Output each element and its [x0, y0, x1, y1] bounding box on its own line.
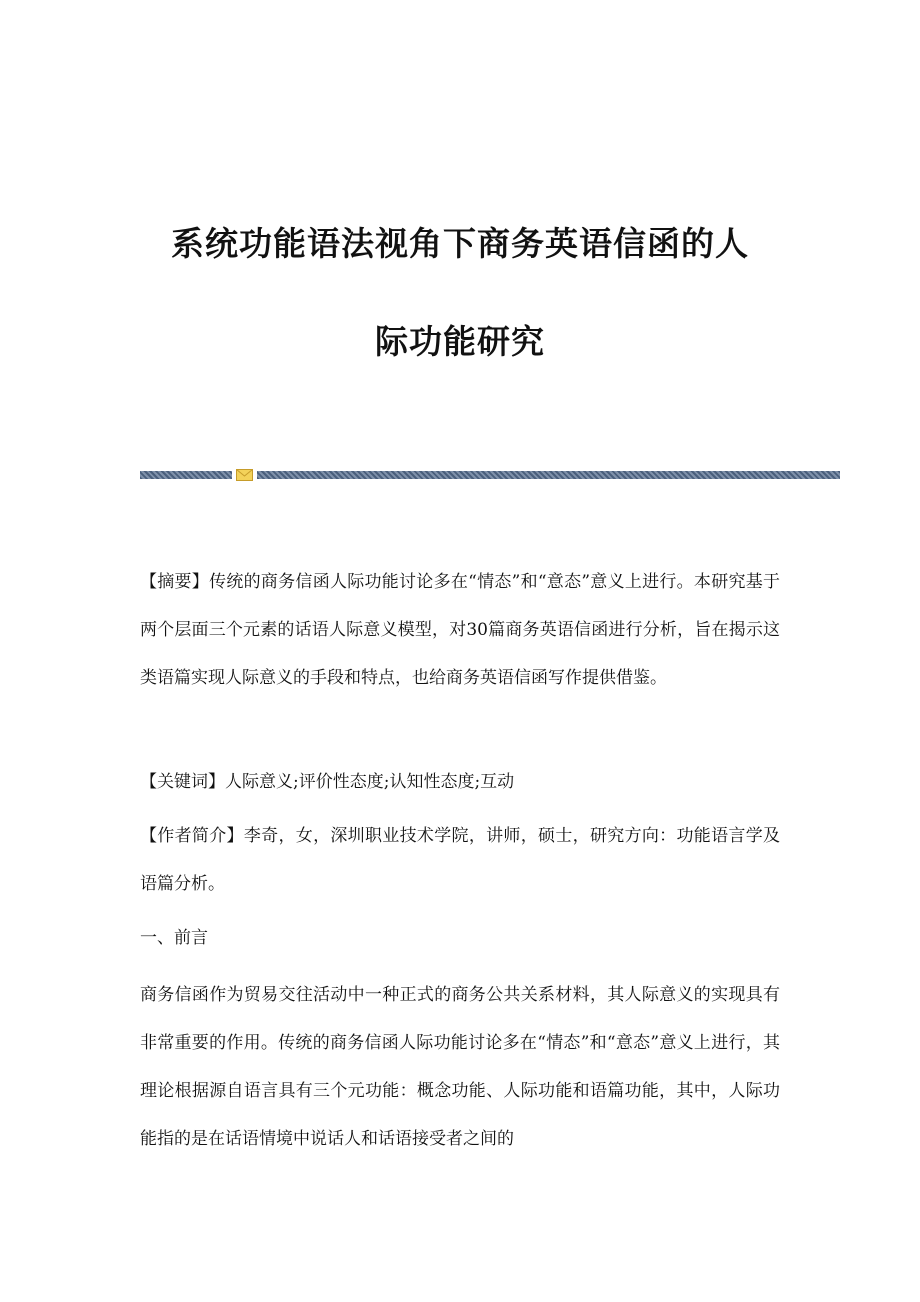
- keywords-text: 人际意义;评价性态度;认知性态度;互动: [225, 772, 515, 792]
- title-divider-right: [257, 471, 840, 479]
- author-bio-text: 李奇，女，深圳职业技术学院，讲师，硕士，研究方向：功能语言学及语篇分析。: [140, 826, 781, 894]
- abstract-paragraph: [140, 558, 780, 702]
- keywords-label: 【关键词】: [140, 772, 225, 792]
- section-heading: 一、前言: [140, 928, 208, 948]
- intro-paragraph: 商务信函作为贸易交往活动中一种正式的商务公共关系材料，其人际意义的实现具有非常重要的作用。传统的商务信函人际功能讨论多在“情态”和“意态”意义上进行，其理论根据源自语言具有三个元功能：概念功能、人际功能和语篇功能，其中，人际功能指的是在话语情境中说话人和话语接受者之间的: [140, 985, 780, 1149]
- document-title-line-1: 系统功能语法视角下商务英语信函的人: [171, 224, 749, 263]
- author-bio-label: 【作者简介】: [140, 826, 244, 846]
- abstract-label: 【摘要】: [140, 572, 210, 592]
- document-title-line-2: 际功能研究: [375, 322, 545, 361]
- author-bio-paragraph: [140, 812, 780, 908]
- title-divider-left: [140, 471, 232, 479]
- envelope-icon: [236, 469, 253, 481]
- keywords-paragraph: [140, 758, 780, 806]
- abstract-text: 传统的商务信函人际功能讨论多在“情态”和“意态”意义上进行。本研究基于两个层面三个元素的话语人际意义模型，对30篇商务英语信函进行分析，旨在揭示这类语篇实现人际意义的手段和特点，也给商务英语信函写作提供借鉴。: [140, 572, 780, 688]
